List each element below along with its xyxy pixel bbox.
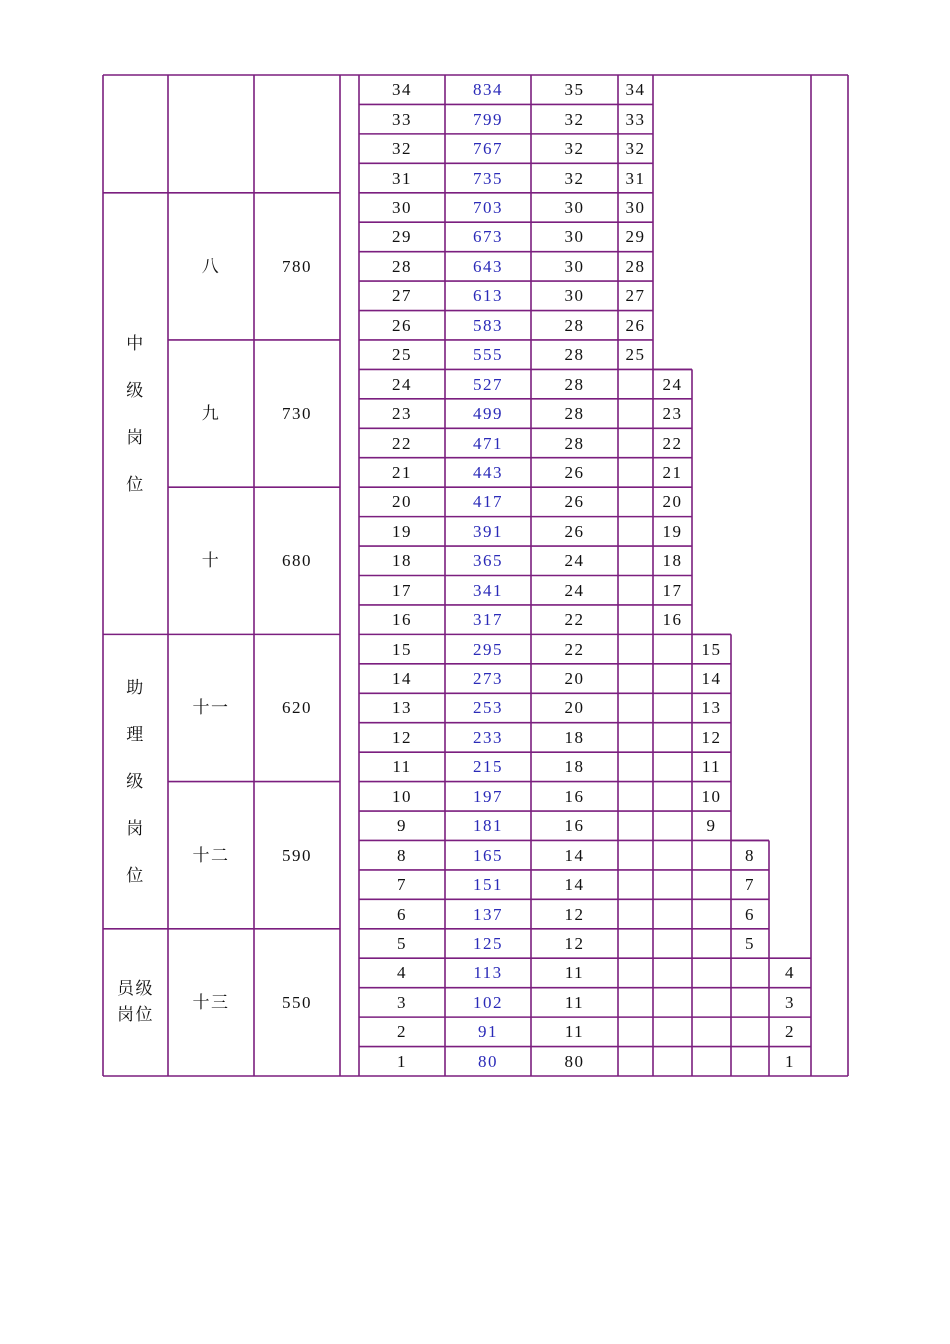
salary-amount: 102 [473,992,503,1012]
category-label-part: 级 [126,380,145,400]
salary-difference: 16 [564,816,585,836]
salary-difference: 11 [564,1022,585,1042]
salary-difference: 80 [564,1051,585,1071]
grade-step: 33 [625,109,646,129]
salary-amount: 341 [473,580,503,600]
grade-step: 19 [662,521,683,541]
salary-amount: 233 [473,727,503,747]
salary-amount: 317 [473,610,503,630]
grade-step: 25 [625,345,646,365]
position-base-salary [254,75,340,193]
category-label-part: 位 [126,474,145,494]
salary-difference: 30 [564,286,585,306]
salary-amount: 295 [473,639,503,659]
position-grade: 八 [201,256,221,276]
grade-step: 31 [625,168,646,188]
category-label [103,634,168,928]
salary-difference: 24 [564,551,585,571]
salary-amount: 471 [473,433,503,453]
salary-difference: 26 [564,521,585,541]
grade-step: 23 [662,404,683,424]
salary-amount: 253 [473,698,503,718]
salary-level: 13 [392,698,412,718]
salary-level: 11 [392,757,412,777]
salary-amount: 151 [473,875,503,895]
salary-amount: 643 [473,256,503,276]
salary-level: 17 [392,580,412,600]
salary-difference: 28 [564,404,585,424]
salary-level: 34 [392,80,412,100]
grade-step: 29 [625,227,646,247]
salary-amount: 799 [473,109,503,129]
grade-step: 5 [745,934,755,953]
salary-level: 23 [392,404,412,424]
salary-amount: 113 [473,963,503,983]
salary-difference: 26 [564,492,585,512]
grade-step: 2 [785,1022,795,1042]
category-label-part: 中 [126,333,145,353]
salary-difference: 30 [564,256,585,276]
salary-difference: 28 [564,345,585,365]
position-grade: 十 [201,551,221,571]
grade-step: 22 [662,433,683,453]
grade-step: 20 [662,492,683,512]
salary-amount: 391 [473,521,503,541]
grade-step: 12 [701,727,722,747]
salary-amount: 673 [473,227,503,247]
salary-level: 8 [397,845,407,865]
category-label-part: 员级 [117,979,154,999]
grade-step: 11 [701,757,722,777]
salary-level: 5 [397,934,407,953]
salary-amount: 165 [473,845,503,865]
salary-level: 24 [392,374,412,394]
salary-amount: 137 [473,904,503,924]
position-base-salary: 620 [282,698,312,718]
position-base-salary: 680 [282,551,312,571]
salary-level: 29 [392,227,412,247]
grade-step: 24 [662,374,683,394]
salary-level: 21 [392,462,412,482]
salary-level: 19 [392,521,412,541]
salary-difference: 32 [564,139,585,159]
category-label-part: 岗 [126,819,145,839]
grade-step: 13 [701,698,722,718]
salary-difference: 11 [564,963,585,983]
position-base-salary: 780 [282,256,312,276]
grade-step: 6 [745,904,755,924]
salary-difference: 30 [564,197,585,217]
salary-amount: 583 [473,315,503,335]
salary-level: 6 [397,904,407,924]
salary-amount: 767 [473,139,503,159]
salary-amount: 443 [473,462,503,482]
salary-difference: 14 [564,875,585,895]
grade-step: 8 [745,845,755,865]
grade-step: 1 [785,1051,795,1071]
grade-step: 30 [625,197,646,217]
category-label [103,193,168,635]
position-grade: 九 [201,404,221,424]
position-grade [168,75,254,193]
grade-step: 7 [745,875,755,895]
salary-difference: 30 [564,227,585,247]
position-grade: 十一 [192,698,230,718]
salary-level: 27 [392,286,412,306]
salary-level: 3 [397,992,407,1012]
salary-amount: 499 [473,404,503,424]
grade-step: 21 [662,462,683,482]
category-label-part: 助 [126,678,145,698]
salary-amount: 417 [473,492,503,512]
salary-level: 26 [392,315,412,335]
salary-level: 16 [392,610,412,630]
salary-level: 30 [392,197,412,217]
salary-level: 18 [392,551,412,571]
grade-step: 9 [706,816,717,836]
grade-step: 32 [625,139,646,159]
salary-difference: 20 [564,698,585,718]
grade-step: 14 [701,669,722,689]
grade-step: 17 [662,580,683,600]
salary-level: 31 [392,168,412,188]
salary-level: 10 [392,786,412,806]
salary-level: 32 [392,139,412,159]
grade-step: 4 [785,963,795,983]
salary-difference: 18 [564,727,585,747]
salary-difference: 22 [564,639,585,659]
salary-amount: 80 [478,1051,498,1071]
position-base-salary: 550 [282,992,312,1012]
salary-level: 20 [392,492,412,512]
grade-step: 28 [625,256,646,276]
salary-amount: 613 [473,286,503,306]
salary-difference: 32 [564,109,585,129]
salary-amount: 703 [473,197,503,217]
grade-step: 26 [625,315,646,335]
salary-level: 15 [392,639,412,659]
salary-amount: 273 [473,669,503,689]
salary-amount: 555 [473,345,503,365]
salary-level: 4 [397,963,407,983]
category-label-part: 级 [126,772,145,792]
salary-difference: 35 [564,80,585,100]
salary-difference: 12 [564,904,585,924]
position-base-salary: 730 [282,404,312,424]
salary-amount: 181 [473,816,503,836]
category-label-part: 岗位 [117,1005,154,1025]
salary-difference: 18 [564,757,585,777]
category-label [103,75,168,193]
category-label-part: 位 [126,866,145,886]
salary-level: 28 [392,256,412,276]
salary-level: 1 [397,1051,407,1071]
salary-difference: 28 [564,315,585,335]
grade-step: 3 [785,992,795,1012]
salary-amount: 215 [473,757,503,777]
salary-difference: 12 [564,934,585,953]
salary-amount: 527 [473,374,503,394]
salary-level: 2 [397,1022,407,1042]
salary-difference: 24 [564,580,585,600]
salary-level: 33 [392,109,412,129]
position-grade: 十二 [192,845,230,865]
salary-amount: 91 [478,1022,498,1042]
salary-amount: 197 [473,786,503,806]
salary-difference: 32 [564,168,585,188]
salary-amount: 735 [473,168,503,188]
salary-difference: 26 [564,462,585,482]
salary-difference: 22 [564,610,585,630]
salary-level: 25 [392,345,412,365]
salary-level: 14 [392,669,412,689]
grade-step: 34 [625,80,646,100]
grade-step: 18 [662,551,683,571]
salary-amount: 125 [473,934,503,953]
position-grade: 十三 [192,992,230,1012]
salary-difference: 28 [564,433,585,453]
category-label [103,929,168,1076]
salary-level: 9 [397,816,407,836]
grade-step: 10 [701,786,722,806]
salary-level: 12 [392,727,412,747]
grade-step: 27 [625,286,646,306]
position-base-salary: 590 [282,845,312,865]
salary-difference: 28 [564,374,585,394]
salary-difference: 16 [564,786,585,806]
salary-level: 22 [392,433,412,453]
grade-step: 16 [662,610,683,630]
salary-difference: 11 [564,992,585,1012]
salary-amount: 834 [473,80,503,100]
salary-difference: 14 [564,845,585,865]
salary-difference: 20 [564,669,585,689]
grade-step: 15 [701,639,722,659]
salary-level: 7 [397,875,407,895]
category-label-part: 岗 [126,427,145,447]
salary-amount: 365 [473,551,503,571]
category-label-part: 理 [126,725,145,745]
